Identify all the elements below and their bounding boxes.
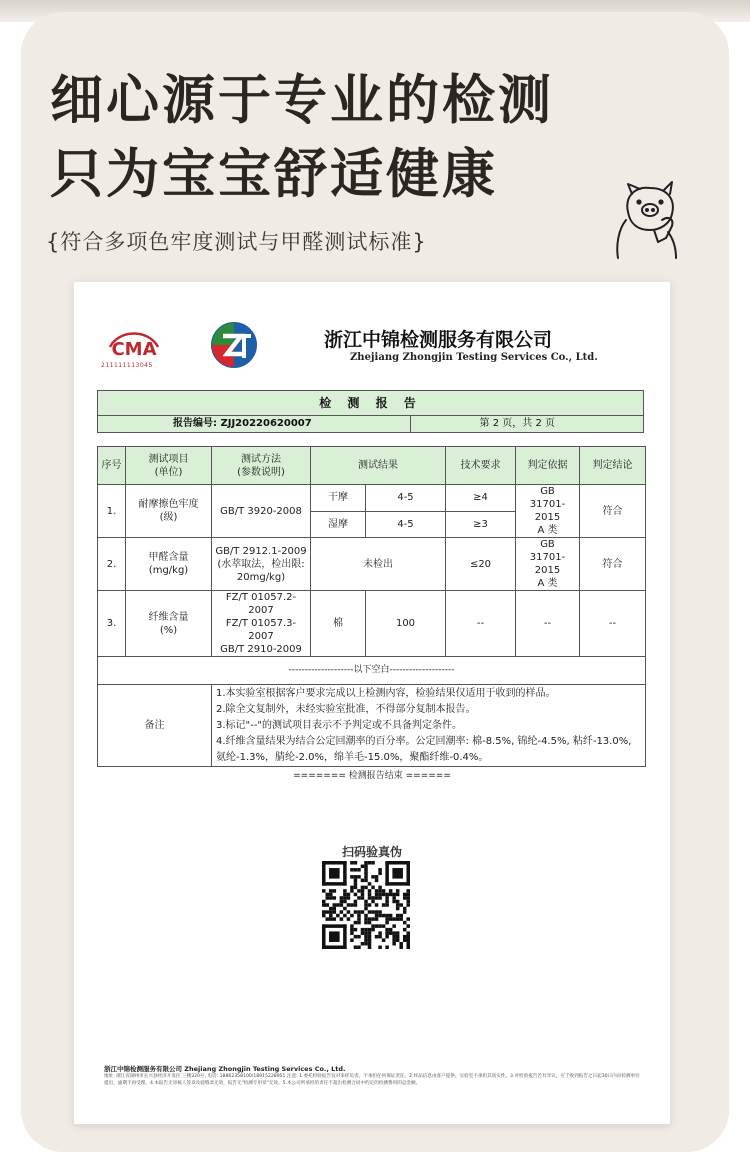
qr-code[interactable] [322, 861, 410, 949]
table-row: 湿摩 4-5 ≥3 [98, 511, 646, 538]
report-number-bar [97, 415, 644, 433]
scan-label: 扫码验真伪 [341, 845, 402, 859]
footer-notes: 地址: 浙江省湖州市长兴县经济开发区 三楼320号, 电话: 18862358100/18915228951 注意: 1.委托检验报告仅对来样负责。不承担任何保证责任。2.样品信息由客户提供。实验室不承担其真实性。3.对检验报告若有异议，应于收到报告之日起30日内向检测单位提出，逾期不再受理。4.本报告无审核人签章及骑缝章无效，报告无"检测专用章"无效。5.本公司所承担的责任不超出检测合同中约定的检测费用的总金额。 [104, 1074, 640, 1086]
headline-line-1: 细心源于专业的检测 [50, 70, 554, 131]
col-header: 测试结果 [311, 447, 446, 485]
headline-line-2: 只为宝宝舒适健康 [50, 144, 498, 205]
remarks-row [98, 685, 646, 767]
report-end-marker: ======= 检测报告结束 ====== [293, 771, 451, 781]
headline-subtitle: {符合多项色牢度测试与甲醛测试标准} [46, 230, 427, 254]
page-info: 第 2 页，共 2 页 [479, 418, 555, 429]
footer-company: 浙江中锦检测服务有限公司 Zhejiang Zhongjin Testing Services Co., Ltd. [104, 1065, 346, 1073]
lab-name-cn: 浙江中锦检测服务有限公司 [324, 329, 553, 351]
table-row: 3. 纤维含量 (%) FZ/T 01057.2-2007 FZ/T 01057.3-2007 GB/T 2910-2009 棉 100 -- -- -- [98, 591, 646, 657]
lab-name-en: Zhejiang Zhongjin Testing Services Co., Ltd. [350, 352, 598, 363]
cma-number: 211111113045 [101, 362, 153, 369]
zt-logo [211, 322, 257, 368]
pig-phone-icon [610, 180, 692, 260]
report-title: 检 测 报 告 [97, 390, 644, 416]
col-header: 判定依据 [516, 447, 580, 485]
remark: 2.除全文复制外，未经实验室批准，不得部分复制本报告。 [216, 703, 476, 715]
table-row: 2. 甲醛含量 (mg/kg) GB/T 2912.1-2009 (水萃取法，检出限: 20mg/kg) 未检出 ≤20 GB 31701-2015 A 类 符合 [98, 538, 646, 591]
col-header: 测试方法 (参数说明) [212, 447, 311, 485]
remark: 4.纤维含量结果为结合公定回潮率的百分率。公定回潮率: 棉-8.5%, 锦纶-4.5%, 粘纤-13.0%, 氨纶-1.3%，腈纶-2.0%，绵羊毛-15.0%，聚酯纤维-0.4%。 [216, 735, 632, 763]
remark: 1.本实验室根据客户要求完成以上检测内容，检验结果仅适用于收到的样品。 [216, 687, 556, 699]
table-header [98, 447, 646, 485]
col-header: 技术要求 [446, 447, 516, 485]
test-report-document [74, 282, 670, 1124]
report-number: 报告编号: ZJJ20220620007 [173, 418, 312, 429]
col-header: 序号 [98, 447, 126, 485]
col-header: 测试项目 (单位) [126, 447, 212, 485]
blank-row: --------------------以下空白-------------------- [98, 657, 646, 685]
svg-text:CMA: CMA [111, 339, 157, 360]
results-table [97, 446, 646, 767]
col-header: 判定结论 [580, 447, 646, 485]
remarks-label: 备注 [98, 685, 212, 767]
table-row: 1. 耐摩擦色牢度 (级) GB/T 3920-2008 干摩 4-5 ≥4 GB 31701-2015 A 类 符合 [98, 485, 646, 512]
remark: 3.标记"--"的测试项目表示不予判定或不具备判定条件。 [216, 719, 462, 731]
